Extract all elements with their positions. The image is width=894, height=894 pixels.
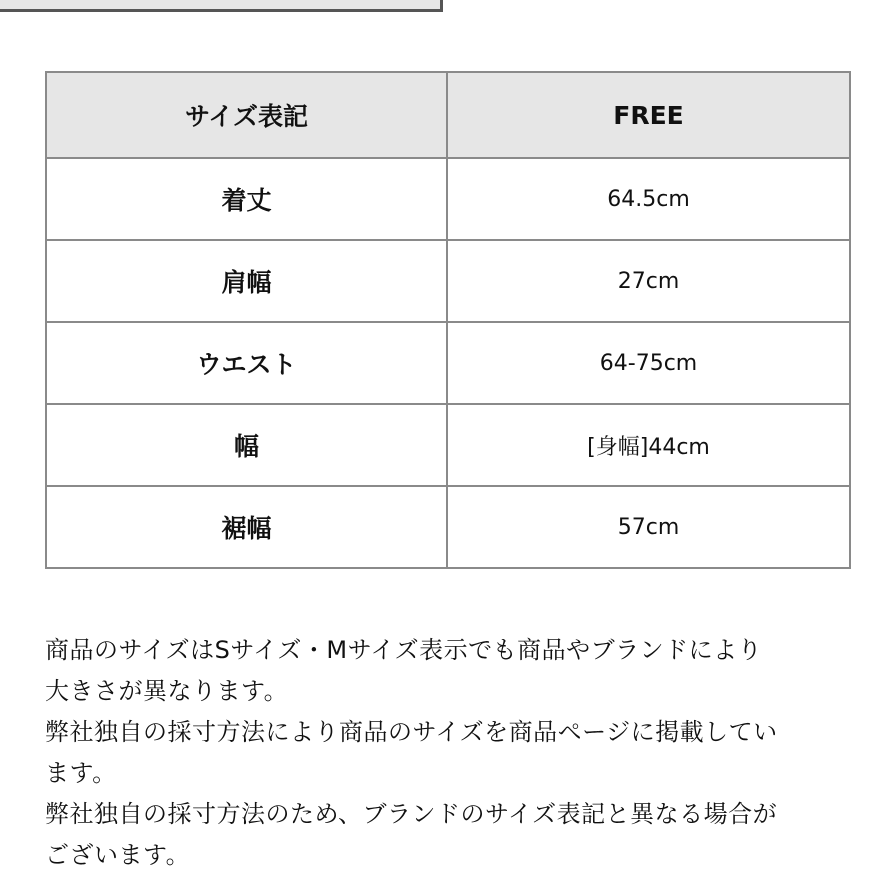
row-label: 肩幅 <box>46 240 447 322</box>
row-label: 幅 <box>46 404 447 486</box>
row-value: 64.5cm <box>447 158 850 240</box>
note-line: ございます。 <box>45 841 191 869</box>
note-line: 大きさが異なります。 <box>45 677 289 705</box>
note-line: ます。 <box>45 759 117 787</box>
table-row <box>46 240 850 322</box>
table-row <box>46 322 850 404</box>
note-line: 弊社独自の採寸方法のため、ブランドのサイズ表記と異なる場合が <box>45 800 778 828</box>
table-row <box>46 486 850 568</box>
note-line: 弊社独自の採寸方法により商品のサイズを商品ページに掲載してい <box>45 718 778 746</box>
size-label-header: サイズ表記 <box>46 72 447 158</box>
top-panel-edge <box>0 0 443 12</box>
row-value: 27cm <box>447 240 850 322</box>
size-notes <box>45 630 855 876</box>
table-row <box>46 404 850 486</box>
row-value: [身幅]44cm <box>447 404 850 486</box>
row-label: ウエスト <box>46 322 447 404</box>
row-label: 裾幅 <box>46 486 447 568</box>
table-row <box>46 158 850 240</box>
size-value-header: FREE <box>447 72 850 158</box>
row-value: 64-75cm <box>447 322 850 404</box>
table-header-row <box>46 72 850 158</box>
row-label: 着丈 <box>46 158 447 240</box>
row-value: 57cm <box>447 486 850 568</box>
note-line: 商品のサイズはSサイズ・Mサイズ表示でも商品やブランドにより <box>45 636 763 664</box>
size-chart-table <box>45 71 851 569</box>
